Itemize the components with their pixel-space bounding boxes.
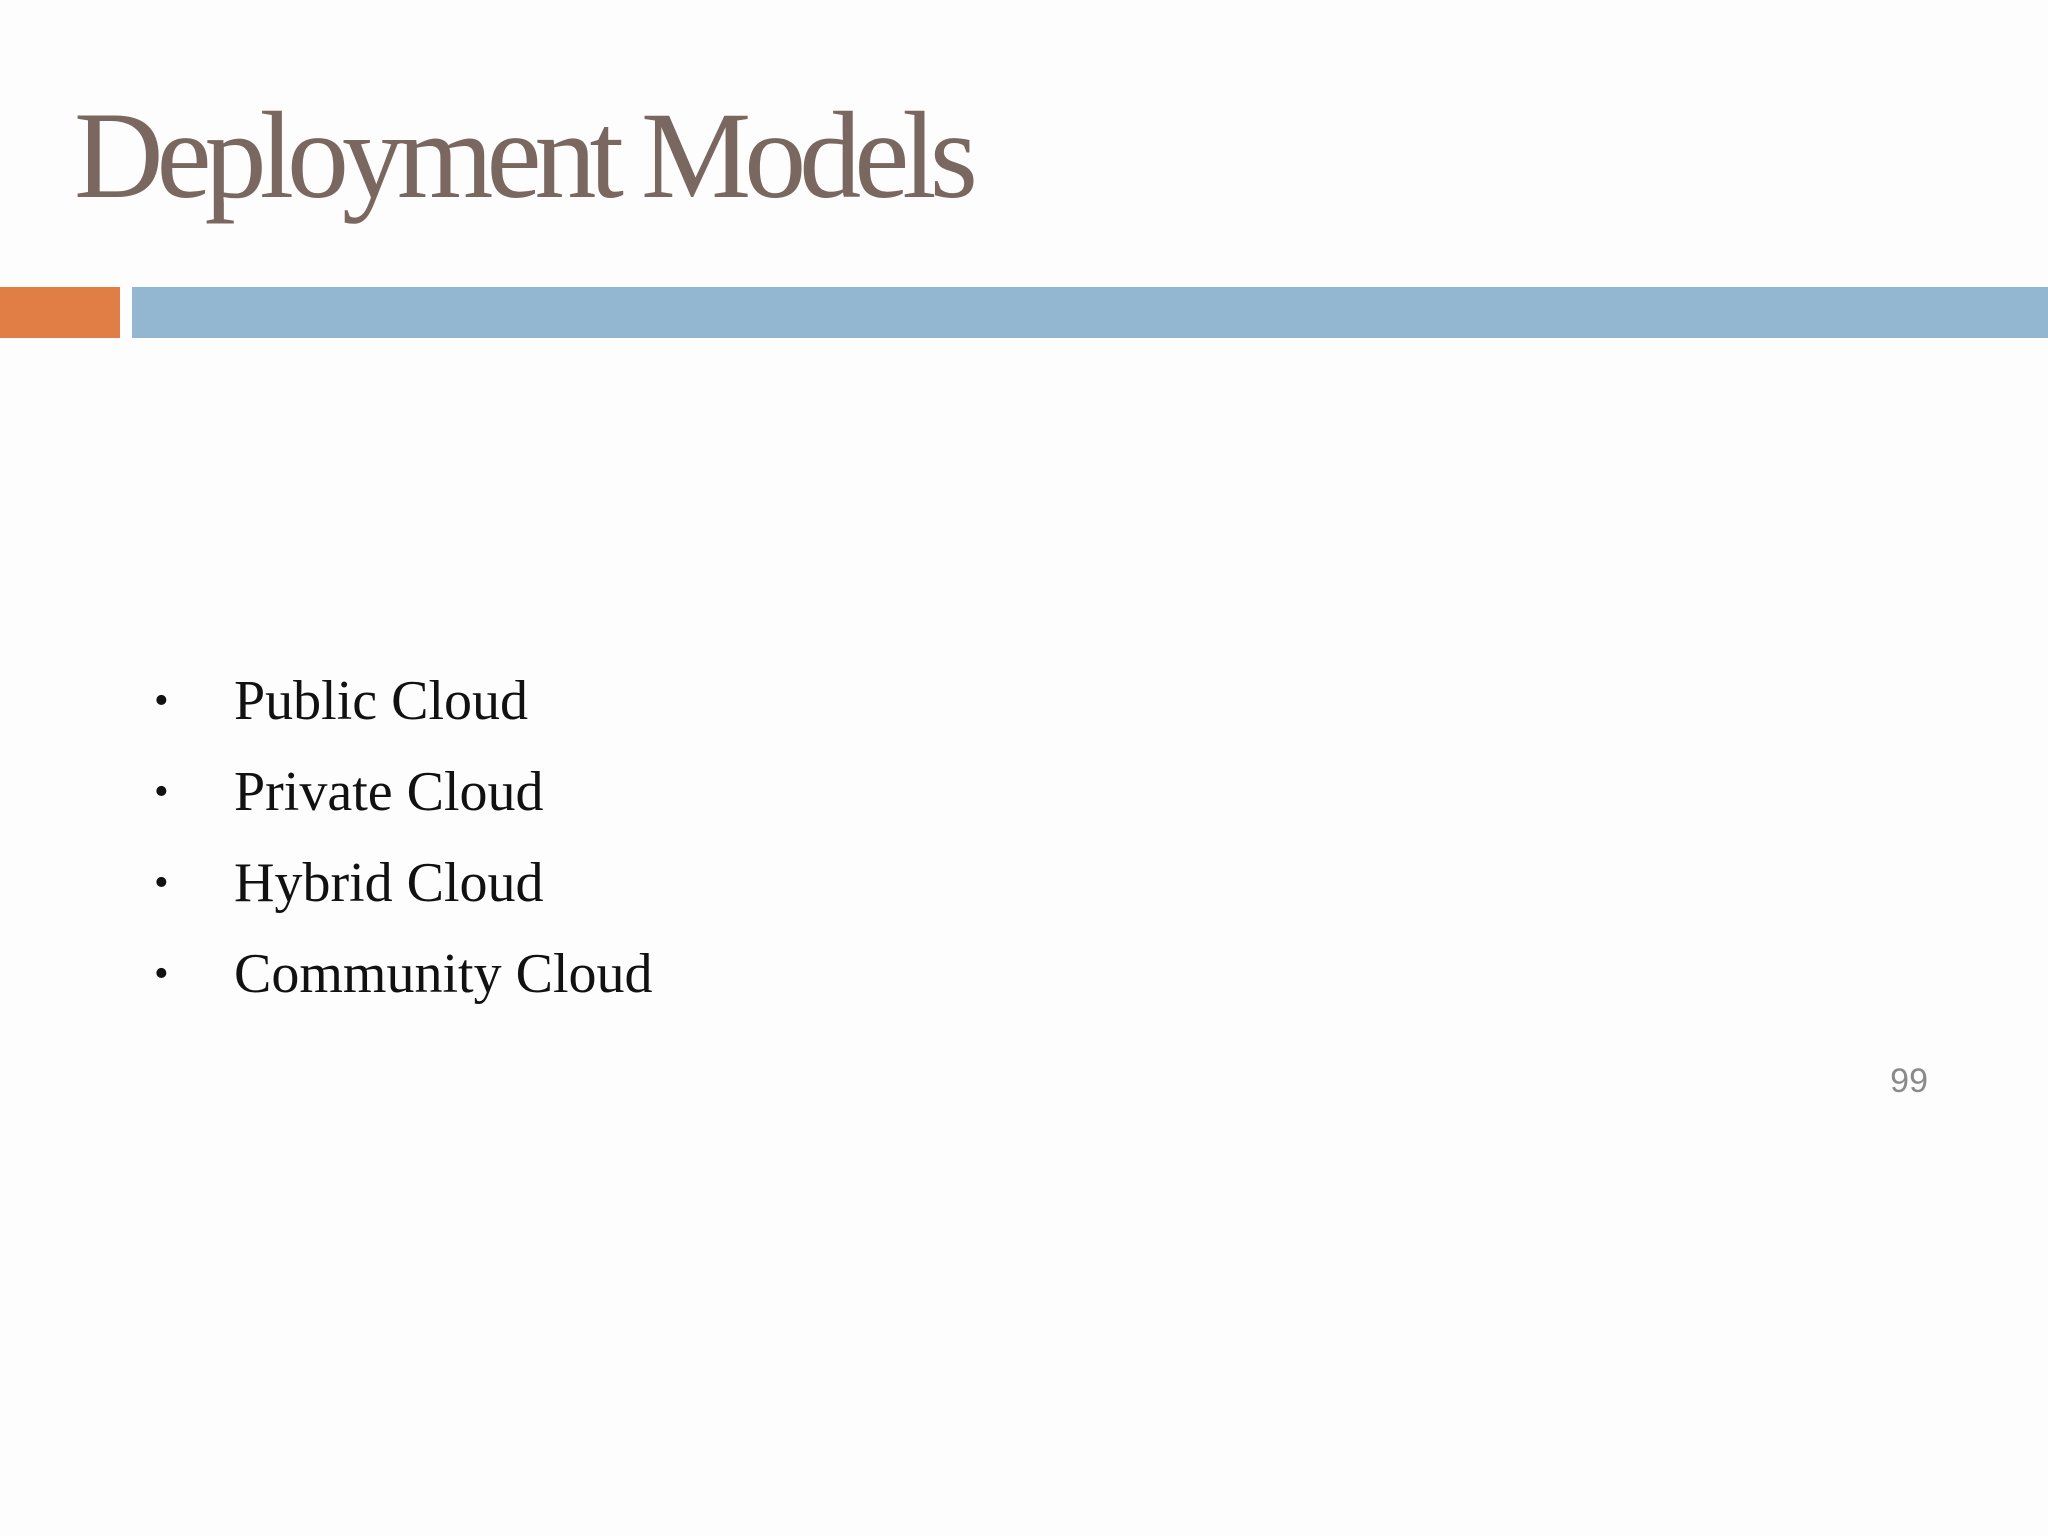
bullet-text: Community Cloud — [234, 942, 653, 1005]
accent-bar-blue — [132, 287, 2048, 338]
accent-bar-orange — [0, 287, 120, 338]
bullet-text: Hybrid Cloud — [234, 851, 544, 914]
page-number: 99 — [1890, 1062, 1928, 1100]
list-item — [154, 928, 653, 1019]
bullet-list — [154, 655, 653, 1019]
bullet-text: Private Cloud — [234, 760, 544, 823]
list-item — [154, 746, 653, 837]
bullet-icon: • — [154, 677, 169, 724]
bullet-icon: • — [154, 768, 169, 815]
bullet-icon: • — [154, 950, 169, 997]
bullet-text: Public Cloud — [234, 669, 529, 732]
list-item — [154, 837, 653, 928]
list-item — [154, 655, 653, 746]
bullet-icon: • — [154, 859, 169, 906]
slide-title: Deployment Models — [74, 87, 971, 224]
